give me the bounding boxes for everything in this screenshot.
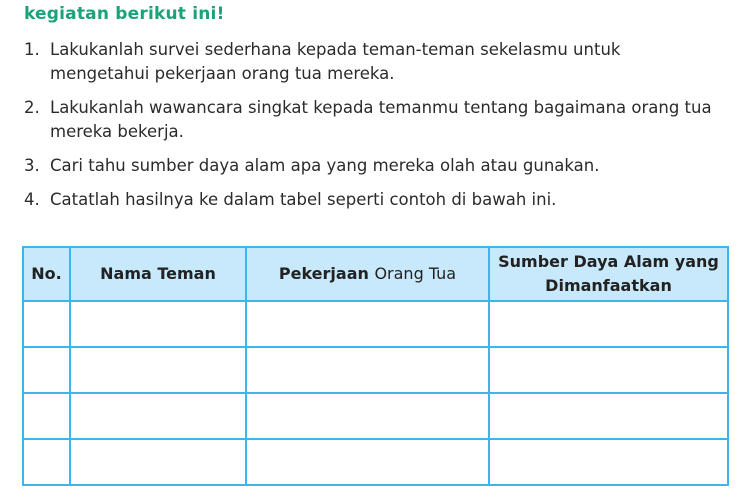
header-sumber-line1: Sumber Daya Alam yang: [498, 252, 719, 271]
table-row: [23, 439, 728, 485]
instruction-text: Catatlah hasilnya ke dalam tabel seperti contoh di bawah ini.: [50, 190, 557, 209]
table-header-row: [23, 247, 728, 301]
header-sumber-daya: [489, 247, 728, 301]
section-heading: kegiatan berikut ini!: [24, 4, 225, 24]
worksheet-table: [22, 246, 729, 486]
table-cell-sumber[interactable]: [489, 439, 728, 485]
header-sumber-line2: Dimanfaatkan: [545, 276, 672, 295]
instruction-item: [24, 154, 724, 178]
table-cell-no[interactable]: [23, 439, 70, 485]
instruction-item: [24, 38, 724, 86]
instruction-list: [24, 38, 724, 222]
table-cell-nama[interactable]: [70, 439, 246, 485]
header-pekerjaan-bold: Pekerjaan: [278, 264, 369, 283]
table-row: [23, 393, 728, 439]
header-nama-teman: Nama Teman: [70, 247, 246, 301]
table-cell-sumber[interactable]: [489, 347, 728, 393]
table-cell-no[interactable]: [23, 301, 70, 347]
table-cell-sumber[interactable]: [489, 301, 728, 347]
table-cell-nama[interactable]: [70, 347, 246, 393]
table-cell-no[interactable]: [23, 393, 70, 439]
table-cell-nama[interactable]: [70, 393, 246, 439]
instruction-number: 1.: [24, 40, 40, 59]
table-cell-sumber[interactable]: [489, 393, 728, 439]
header-pekerjaan-light: Orang Tua: [374, 264, 457, 283]
table-row: [23, 301, 728, 347]
instruction-text: Lakukanlah survei sederhana kepada teman-teman sekelasmu untuk mengetahui pekerjaan orang tua mereka.: [50, 40, 621, 83]
instruction-item: [24, 188, 724, 212]
table-cell-nama[interactable]: [70, 301, 246, 347]
instruction-item: [24, 96, 724, 144]
table-row: [23, 347, 728, 393]
instruction-number: 4.: [24, 190, 40, 209]
instruction-number: 3.: [24, 156, 40, 175]
table-cell-pekerjaan[interactable]: [246, 393, 489, 439]
table-cell-pekerjaan[interactable]: [246, 347, 489, 393]
table-cell-no[interactable]: [23, 347, 70, 393]
instruction-text: Lakukanlah wawancara singkat kepada temanmu tentang bagaimana orang tua mereka bekerja.: [50, 98, 712, 141]
table-cell-pekerjaan[interactable]: [246, 439, 489, 485]
instruction-text: Cari tahu sumber daya alam apa yang mereka olah atau gunakan.: [50, 156, 600, 175]
header-pekerjaan: [246, 247, 489, 301]
instruction-number: 2.: [24, 98, 40, 117]
header-no: No.: [23, 247, 70, 301]
worksheet-table-container: [22, 246, 729, 486]
table-cell-pekerjaan[interactable]: [246, 301, 489, 347]
